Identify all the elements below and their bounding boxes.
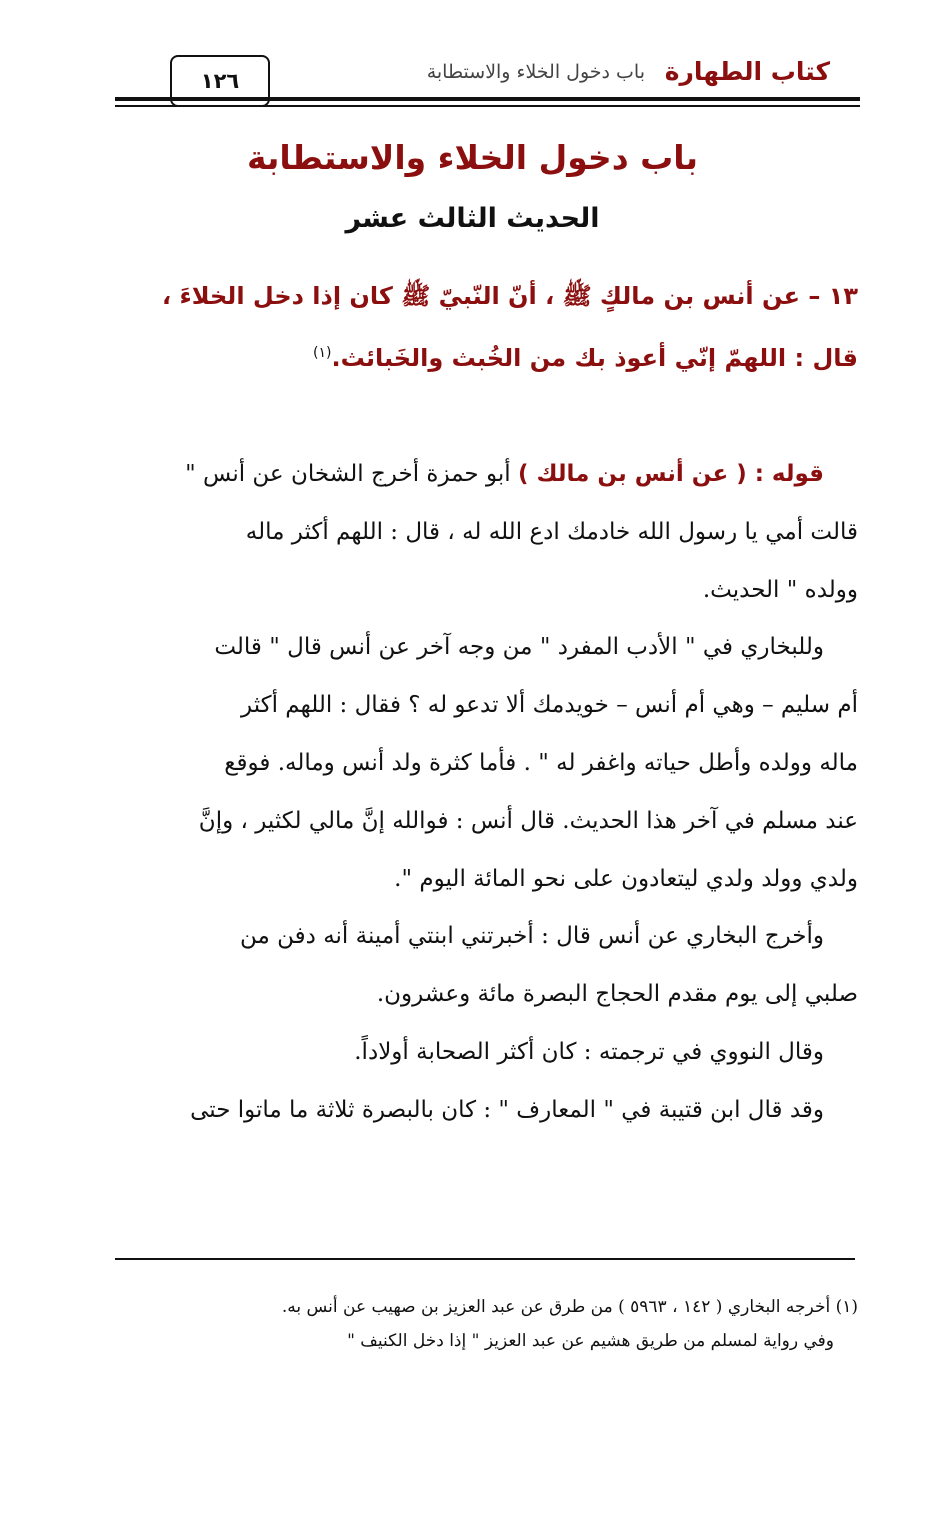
page-number: ١٢٦	[200, 69, 240, 93]
commentary-line-1-rest: أبو حمزة أخرج الشخان عن أنس "	[185, 461, 518, 487]
hadith-line-1: ١٣ – عن أنس بن مالكٍ ﷺ ، أنّ النّبيّ ﷺ كان إذا دخل الخلاءَ ،	[162, 282, 858, 310]
commentary-line-7: عند مسلم في آخر هذا الحديث. قال أنس : فوالله إنَّ مالي لكثير ، وإنَّ	[198, 807, 858, 834]
commentary-quote: قوله : ( عن أنس بن مالك )	[517, 461, 824, 487]
commentary-line-2: قالت أمي يا رسول الله خادمك ادع الله له ، قال : اللهم أكثر ماله	[245, 518, 858, 545]
footnote-marker[interactable]: (١)	[312, 345, 332, 361]
hadith-heading: الحديث الثالث عشر	[345, 203, 600, 234]
chapter-title: باب دخول الخلاء والاستطابة	[246, 138, 699, 177]
commentary-line-12: وقد قال ابن قتيبة في " المعارف " : كان بالبصرة ثلاثة ما ماتوا حتى	[190, 1096, 824, 1123]
commentary-line-5: أم سليم – وهي أم أنس – خويدمك ألا تدعو له ؟ فقال : اللهم أكثر	[241, 692, 858, 719]
commentary-line-1	[88, 446, 858, 504]
header-rule-thin	[115, 105, 860, 107]
running-chapter-title: باب دخول الخلاء والاستطابة	[426, 61, 645, 83]
hadith-text	[88, 268, 858, 387]
commentary-line-10: صلبي إلى يوم مقدم الحجاج البصرة مائة وعشرون.	[376, 981, 858, 1008]
header-rule-thick	[115, 97, 860, 101]
commentary-line-8: ولدي وولد ولدي ليتعادون على نحو المائة اليوم ".	[394, 865, 858, 892]
hadith-line-2	[88, 325, 858, 387]
commentary-body	[88, 446, 858, 1140]
book-title: كتاب الطهارة	[664, 57, 830, 86]
commentary-line-11: وقال النووي في ترجمته : كان أكثر الصحابة أولاداً.	[354, 1038, 824, 1065]
commentary-line-4: وللبخاري في " الأدب المفرد " من وجه آخر عن أنس قال " قالت	[214, 634, 824, 661]
footnote-line-1: (١) أخرجه البخاري ( ١٤٢ ، ٥٩٦٣ ) من طرق عن عبد العزيز بن صهيب عن أنس به.	[281, 1297, 858, 1317]
commentary-line-9: وأخرج البخاري عن أنس قال : أخبرتني ابنتي أمينة أنه دفن من	[240, 923, 824, 950]
page-header	[115, 55, 860, 110]
hadith-line-2-text: قال : اللهمّ إنّي أعوذ بك من الخُبث والخَبائث.	[331, 344, 858, 372]
footnote-separator	[115, 1258, 855, 1260]
commentary-line-6: ماله وولده وأطل حياته واغفر له " . فأما كثرة ولد أنس وماله. فوقع	[224, 749, 858, 776]
commentary-line-3: وولده " الحديث.	[702, 576, 858, 603]
footnote-line-2: وفي رواية لمسلم من طريق هشيم عن عبد العزيز " إذا دخل الكنيف "	[347, 1331, 834, 1351]
footnotes	[78, 1290, 858, 1358]
